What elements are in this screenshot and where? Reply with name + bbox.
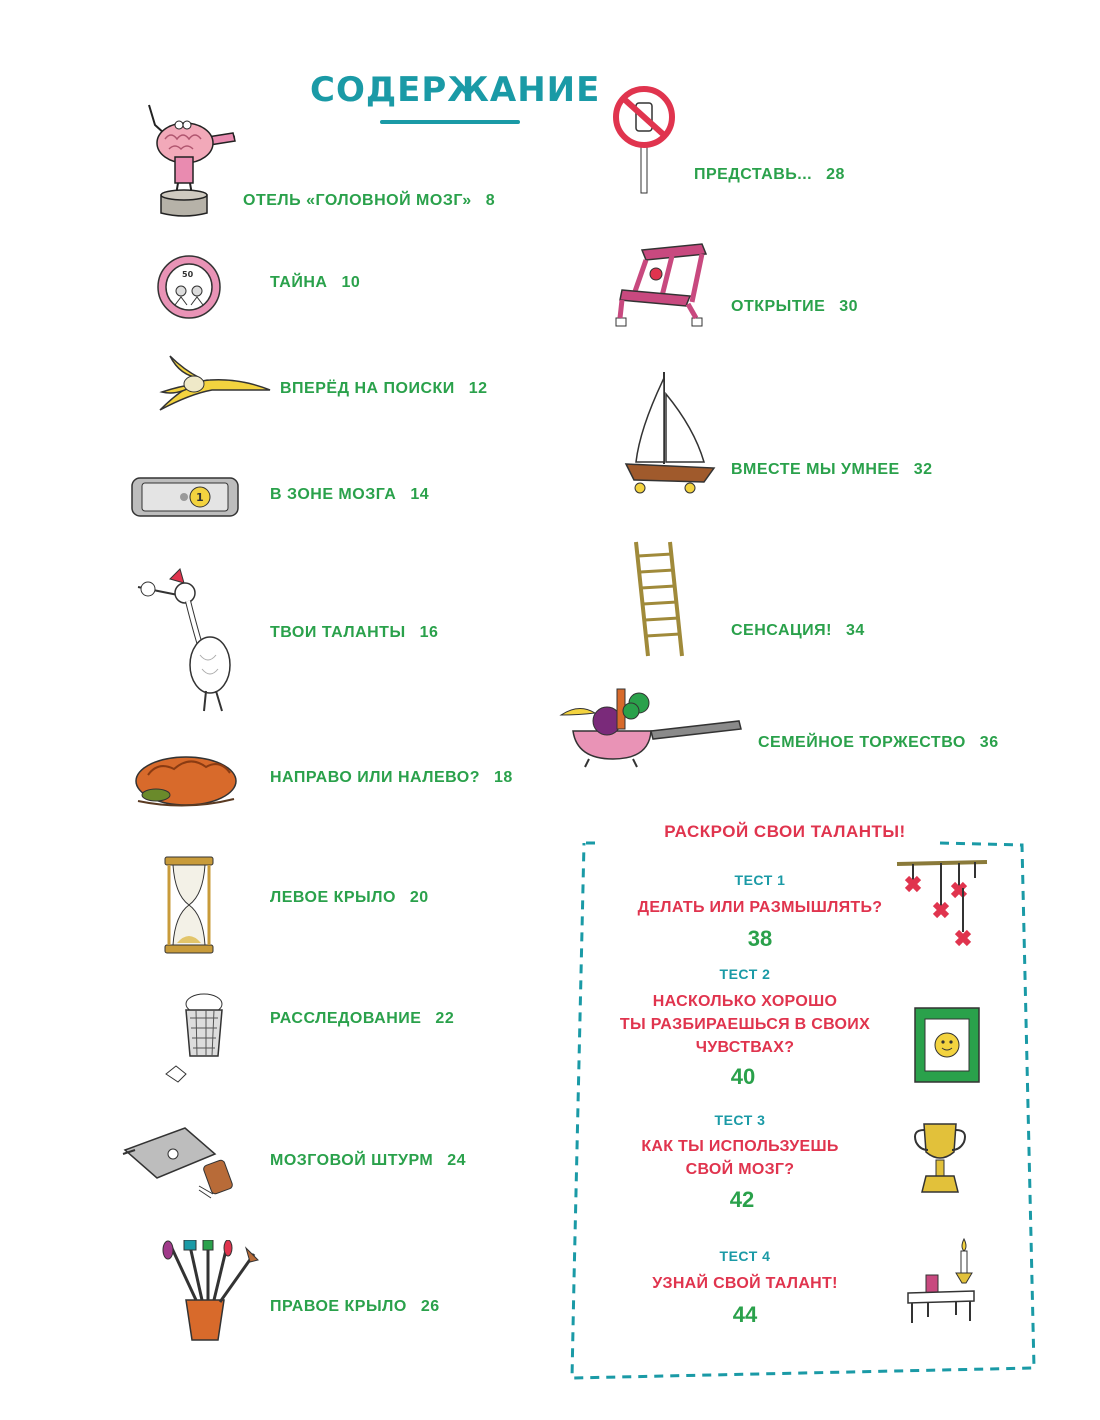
entry-label: ОТЕЛЬ «ГОЛОВНОЙ МОЗГ» [243,192,472,209]
test-3-name-line: КАК ТЫ ИСПОЛЬЗУЕШЬ [641,1138,839,1155]
entry-label: ПРЕДСТАВЬ... [694,166,813,183]
entry-label: В ЗОНЕ МОЗГА [270,486,397,503]
entry-page: 24 [447,1152,467,1169]
entry-label: ТАЙНА [270,274,328,291]
entry-page: 10 [341,274,361,291]
entry-page: 32 [913,461,933,478]
entry-label: ВМЕСТЕ МЫ УМНЕЕ [731,461,900,478]
trophy-icon [910,1118,970,1198]
tests-box-title: РАСКРОЙ СВОИ ТАЛАНТЫ! [664,822,906,841]
smiley-frame-icon [912,1005,982,1085]
svg-text:50: 50 [182,270,194,279]
entry-label: СЕМЕЙНОЕ ТОРЖЕСТВО [758,734,966,751]
entry-page: 12 [468,380,488,397]
entry-label: СЕНСАЦИЯ! [731,622,833,639]
test-3-page: 42 [729,1187,755,1212]
svg-text:1: 1 [196,491,204,504]
entry-page: 30 [839,298,859,315]
entry-label: ПРАВОЕ КРЫЛО [270,1298,407,1315]
entry-label: НАПРАВО ИЛИ НАЛЕВО? [270,769,481,786]
test-4-name[interactable] [585,1272,905,1295]
entry-label: ВПЕРЁД НА ПОИСКИ [280,380,455,397]
mobile-icon [893,858,993,953]
page-title: СОДЕРЖАНИЕ [310,70,601,110]
entry-page: 8 [485,192,496,209]
entry-label: ОТКРЫТИЕ [731,298,826,315]
entry-page: 14 [410,486,430,503]
test-4-page: 44 [732,1302,758,1327]
entry-page: 16 [419,624,439,641]
test-2-name[interactable] [585,990,905,1059]
test-4-label: ТЕСТ 4 [719,1248,771,1264]
test-2-name-line: НАСКОЛЬКО ХОРОШО [652,993,838,1010]
entry-page: 36 [979,734,999,751]
test-3-name-line: СВОЙ МОЗГ? [685,1161,795,1178]
test-2-page: 40 [730,1064,756,1089]
test-4-name-line: УЗНАЙ СВОЙ ТАЛАНТ! [652,1275,838,1292]
entry-page: 22 [435,1010,455,1027]
entry-page: 28 [826,166,845,183]
entry-page: 26 [420,1298,440,1315]
test-2-label: ТЕСТ 2 [719,966,771,982]
entry-label: РАССЛЕДОВАНИЕ [270,1010,422,1027]
test-3-name[interactable] [580,1135,900,1181]
table-candle-icon [900,1235,980,1325]
test-1-name-line: ДЕЛАТЬ ИЛИ РАЗМЫШЛЯТЬ? [637,899,883,916]
entry-page: 20 [409,889,429,906]
test-1-page: 38 [747,926,773,951]
entry-label: ТВОИ ТАЛАНТЫ [270,624,406,641]
entry-page: 18 [494,769,513,786]
test-3-label: ТЕСТ 3 [714,1112,766,1128]
entry-label: ЛЕВОЕ КРЫЛО [270,889,396,906]
test-1-name[interactable] [600,896,920,919]
test-2-name-line: ТЫ РАЗБИРАЕШЬСЯ В СВОИХ [619,1016,871,1033]
entry-page: 34 [846,622,865,639]
test-2-name-line: ЧУВСТВАХ? [695,1039,795,1056]
test-1-label: ТЕСТ 1 [734,872,786,888]
entry-label: МОЗГОВОЙ ШТУРМ [270,1152,434,1169]
